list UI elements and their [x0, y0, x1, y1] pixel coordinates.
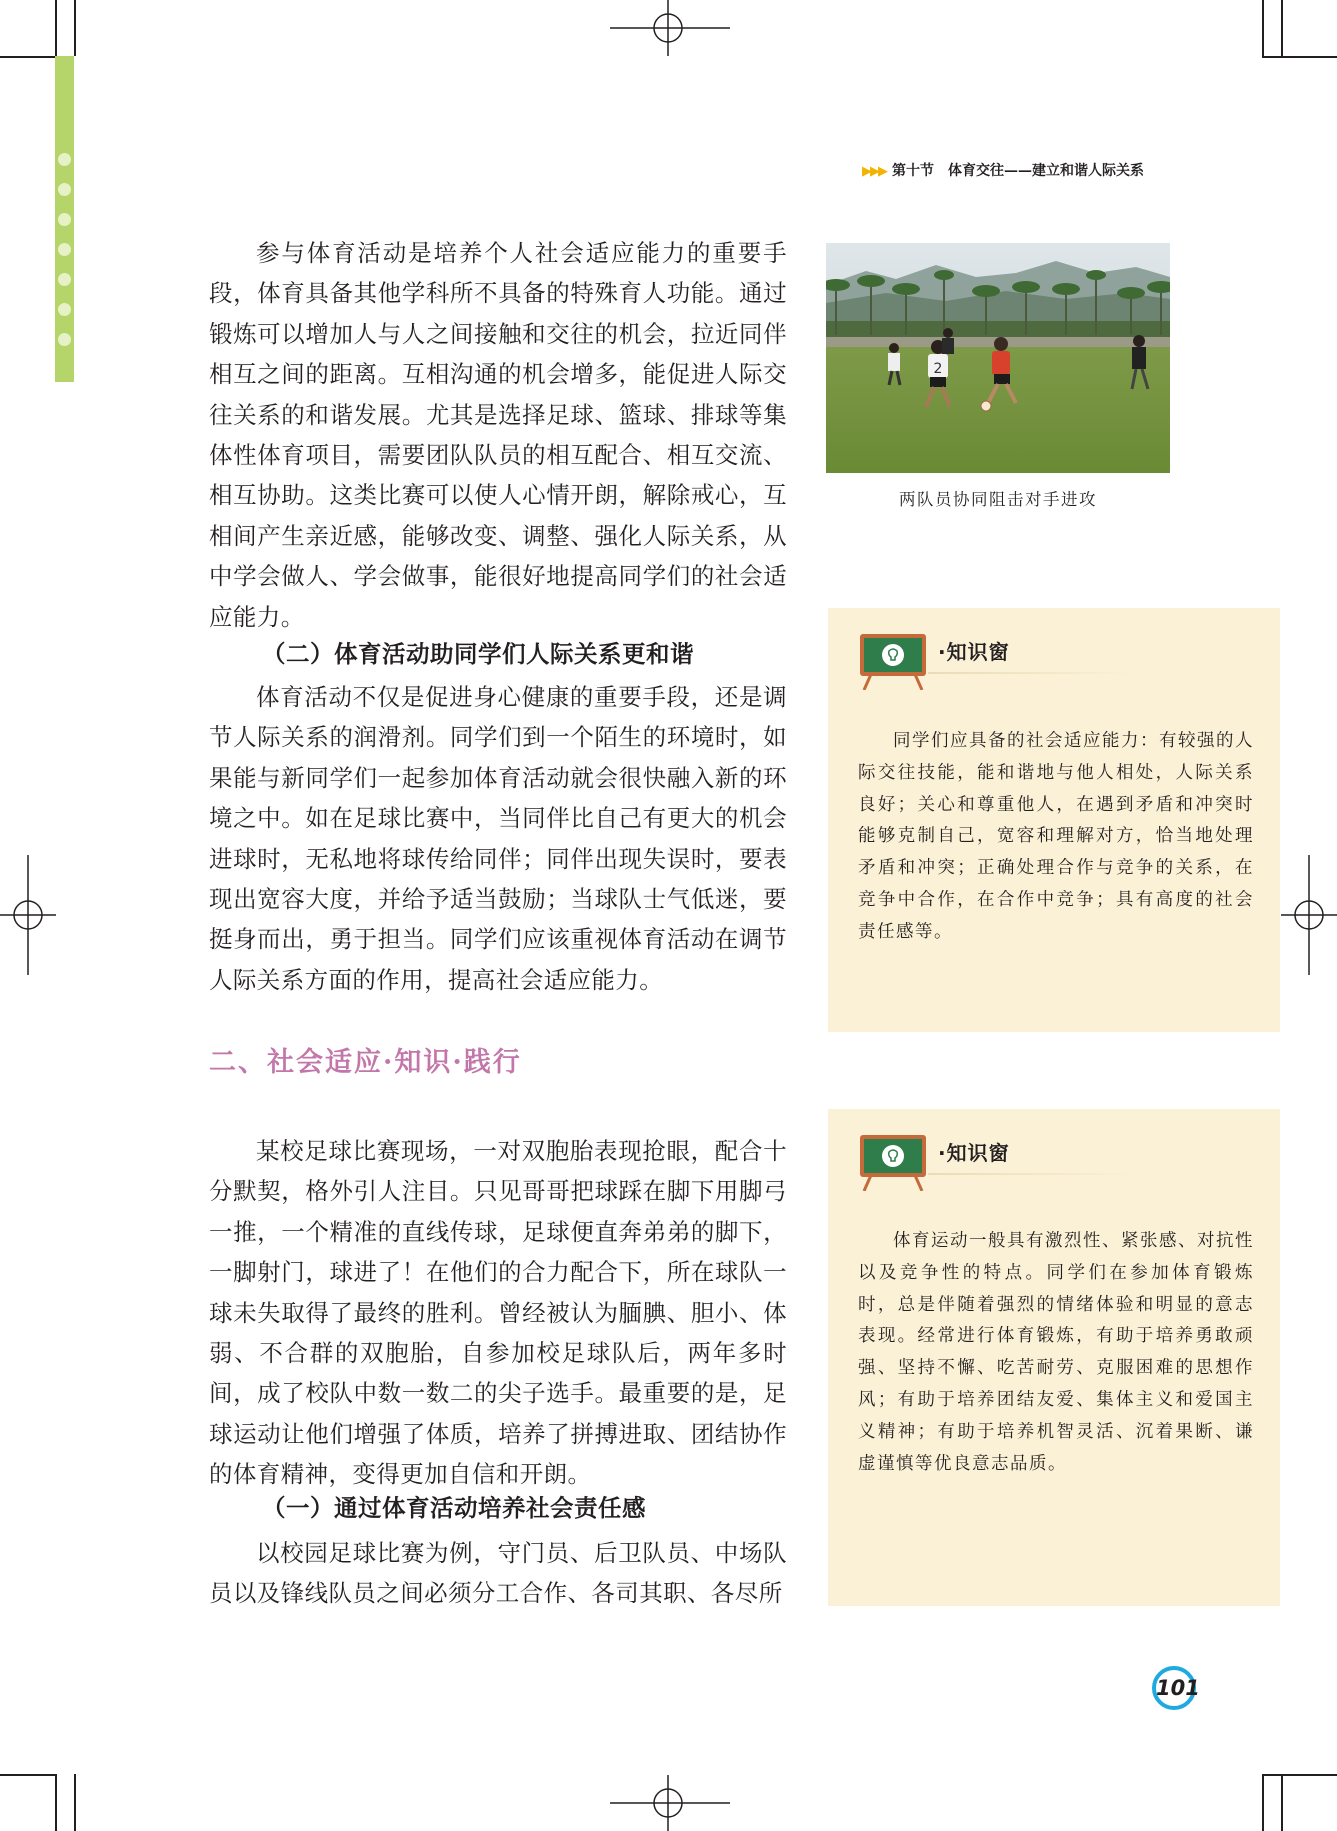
paragraph-4: 以校园足球比赛为例，守门员、后卫队员、中场队员以及锋线队员之间必须分工合作、各司其职、各尽所: [209, 1539, 787, 1608]
knowledge-window-title: ·知识窗: [938, 1141, 1010, 1165]
registration-mark-bottom: [610, 1775, 730, 1831]
soccer-photo: [826, 243, 1170, 473]
page-number: 101: [1152, 1666, 1196, 1710]
header-title: 第十节 体育交往——建立和谐人际关系: [892, 163, 1144, 179]
knowledge-window-title: ·知识窗: [938, 640, 1010, 664]
blackboard-icon: [858, 632, 928, 690]
player-mid: [942, 328, 954, 354]
running-header: [862, 160, 1144, 180]
registration-mark-right: [1281, 855, 1337, 975]
page-edge-decoration: [55, 56, 74, 382]
paragraph-2: 体育活动不仅是促进身心健康的重要手段，还是调节人际关系的润滑剂。同学们到一个陌生的环境时，如果能与新同学们一起参加体育活动就会很快融入新的环境之中。如在足球比赛中，当同伴比自己有更大的机会进球时，无私地将球传给同伴；同伴出现失误时，要表现出宽容大度，并给予适当鼓励；当球队士气低迷，要挺身而出，勇于担当。同学们应该重视体育活动在调节人际关系方面的作用，提高社会适应能力。: [209, 683, 787, 994]
knowledge-window-2: [828, 1109, 1280, 1606]
knowledge-window-body: 体育运动一般具有激烈性、紧张感、对抗性以及竞争性的特点。同学们在参加体育锻炼时，总是伴随着强烈的情绪体验和明显的意志表现。经常进行体育锻炼，有助于培养勇敢顽强、坚持不懈、吃苦耐劳、克服困难的思想作风；有助于培养团结友爱、集体主义和爱国主义精神；有助于培养机智灵活、沉着果断、谦虚谨慎等优良意志品质。: [858, 1231, 1254, 1474]
section-heading: 二、社会适应·知识·践行: [209, 1047, 522, 1078]
photo-caption: 两队员协同阻击对手进攻: [899, 490, 1097, 509]
jersey-number: 2: [933, 361, 943, 377]
knowledge-window-1: [828, 608, 1280, 1032]
subheading-2: （二）体育活动助同学们人际关系更和谐: [262, 640, 694, 668]
registration-mark-left: [0, 855, 56, 975]
blackboard-icon: [858, 1133, 928, 1191]
subheading-1: （一）通过体育活动培养社会责任感: [262, 1494, 646, 1522]
paragraph-3: 某校足球比赛现场，一对双胞胎表现抢眼，配合十分默契，格外引人注目。只见哥哥把球踩在脚下用脚弓一推，一个精准的直线传球，足球便直奔弟弟的脚下，一脚射门，球进了！在他们的合力配合下，所在球队一球未失取得了最终的胜利。曾经被认为腼腆、胆小、体弱、不合群的双胞胎，自参加校足球队后，两年多时间，成了校队中数一数二的尖子选手。最重要的是，足球运动让他们增强了体质，培养了拼搏进取、团结协作的体育精神，变得更加自信和开朗。: [209, 1137, 787, 1489]
paragraph-1: 参与体育活动是培养个人社会适应能力的重要手段，体育具备其他学科所不具备的特殊育人功能。通过锻炼可以增加人与人之间接触和交往的机会，拉近同伴相互之间的距离。互相沟通的机会增多，能促进人际交往关系的和谐发展。尤其是选择足球、篮球、排球等集体性体育项目，需要团队队员的相互配合、相互交流、相互协助。这类比赛可以使人心情开朗，解除戒心，互相间产生亲近感，能够改变、调整、强化人际关系，从中学会做人、学会做事，能很好地提高同学们的社会适应能力。: [209, 239, 787, 631]
arrow-icon: ▶▶▶: [862, 164, 886, 179]
registration-mark-top: [610, 0, 730, 56]
knowledge-window-body: 同学们应具备的社会适应能力：有较强的人际交往技能，能和谐地与他人相处，人际关系良好；关心和尊重他人，在遇到矛盾和冲突时能够克制自己，宽容和理解对方，恰当地处理矛盾和冲突；正确处理合作与竞争的关系，在竞争中合作，在合作中竞争；具有高度的社会责任感等。: [858, 731, 1254, 942]
